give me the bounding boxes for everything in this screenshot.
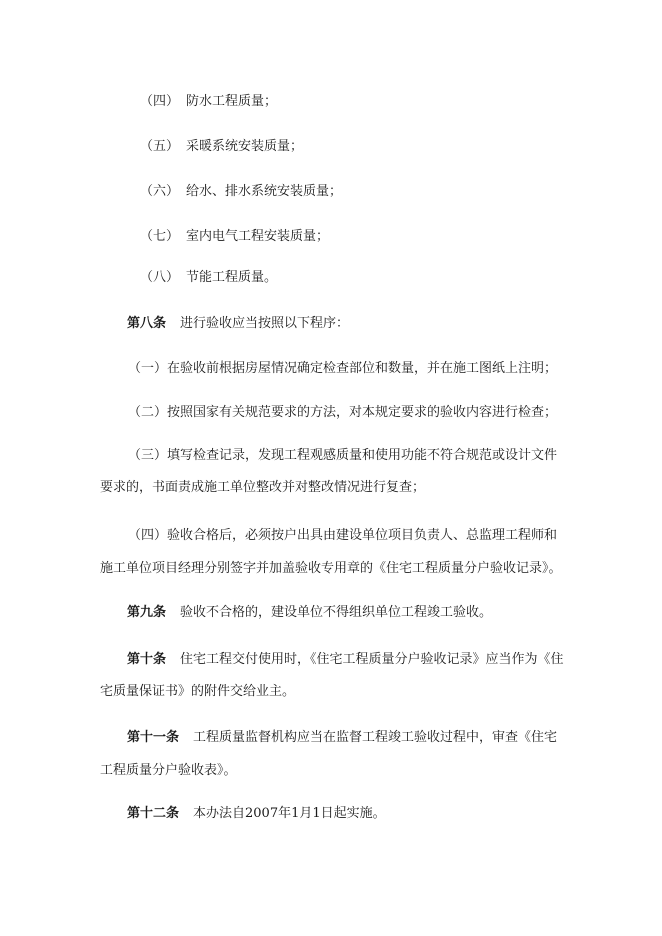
list-item-number: （四） xyxy=(140,94,180,109)
list-item-number: （五） xyxy=(140,139,180,154)
article-label: 第十二条 xyxy=(127,806,180,821)
article-label: 第八条 xyxy=(127,316,167,331)
article-label: 第十一条 xyxy=(127,730,180,745)
list-item-number: （八） xyxy=(140,270,180,285)
article-10-line-2: 宅质量保证书》的附件交给业主。 xyxy=(100,684,296,699)
list-item-text: 采暖系统安装质量； xyxy=(186,139,304,154)
list-item-number: （六） xyxy=(140,184,180,199)
list-item-6 xyxy=(140,182,342,202)
article-9 xyxy=(127,603,492,623)
article-label: 第十条 xyxy=(127,652,167,667)
list-item-text: 防水工程质量； xyxy=(186,94,278,109)
article-11-line-1 xyxy=(127,728,557,748)
article-8-step-4-line-1: （四）验收合格后，必须按户出具由建设单位项目负责人、总监理工程师和 xyxy=(128,528,558,543)
list-item-text: 室内电气工程安装质量； xyxy=(186,229,330,244)
article-8-heading xyxy=(127,314,349,334)
article-8-step-4-line-2: 施工单位项目经理分别签字并加盖验收专用章的《住宅工程质量分户验收记录》。 xyxy=(100,561,562,576)
article-label: 第九条 xyxy=(127,605,167,620)
article-12 xyxy=(127,804,386,824)
list-item-5 xyxy=(140,137,303,157)
article-8-step-3-line-1: （三）填写检查记录，发现工程观感质量和使用功能不符合规范或设计文件 xyxy=(128,448,558,463)
list-item-number: （七） xyxy=(140,229,180,244)
list-item-text: 节能工程质量。 xyxy=(186,270,278,285)
list-item-8 xyxy=(140,268,277,288)
article-8-step-2: （二）按照国家有关规范要求的方法，对本规定要求的验收内容进行检查； xyxy=(128,405,558,420)
list-item-7 xyxy=(140,227,329,247)
article-text: 住宅工程交付使用时，《住宅工程质量分户验收记录》应当作为《住 xyxy=(180,652,564,667)
article-8-step-1: （一）在验收前根据房屋情况确定检查部位和数量，并在施工图纸上注明； xyxy=(128,361,558,376)
article-11-line-2: 工程质量分户验收表》。 xyxy=(100,763,237,778)
article-text: 工程质量监督机构应当在监督工程竣工验收过程中，审查《住宅 xyxy=(193,730,558,745)
list-item-text: 给水、排水系统安装质量； xyxy=(186,184,343,199)
article-text: 进行验收应当按照以下程序： xyxy=(180,316,350,331)
article-text: 验收不合格的，建设单位不得组织单位工程竣工验收。 xyxy=(180,605,493,620)
article-text: 本办法自2007年1月1日起实施。 xyxy=(193,806,386,821)
article-8-step-3-line-2: 要求的，书面责成施工单位整改并对整改情况进行复查； xyxy=(100,480,426,495)
list-item-4 xyxy=(140,92,277,112)
article-10-line-1 xyxy=(127,650,564,670)
